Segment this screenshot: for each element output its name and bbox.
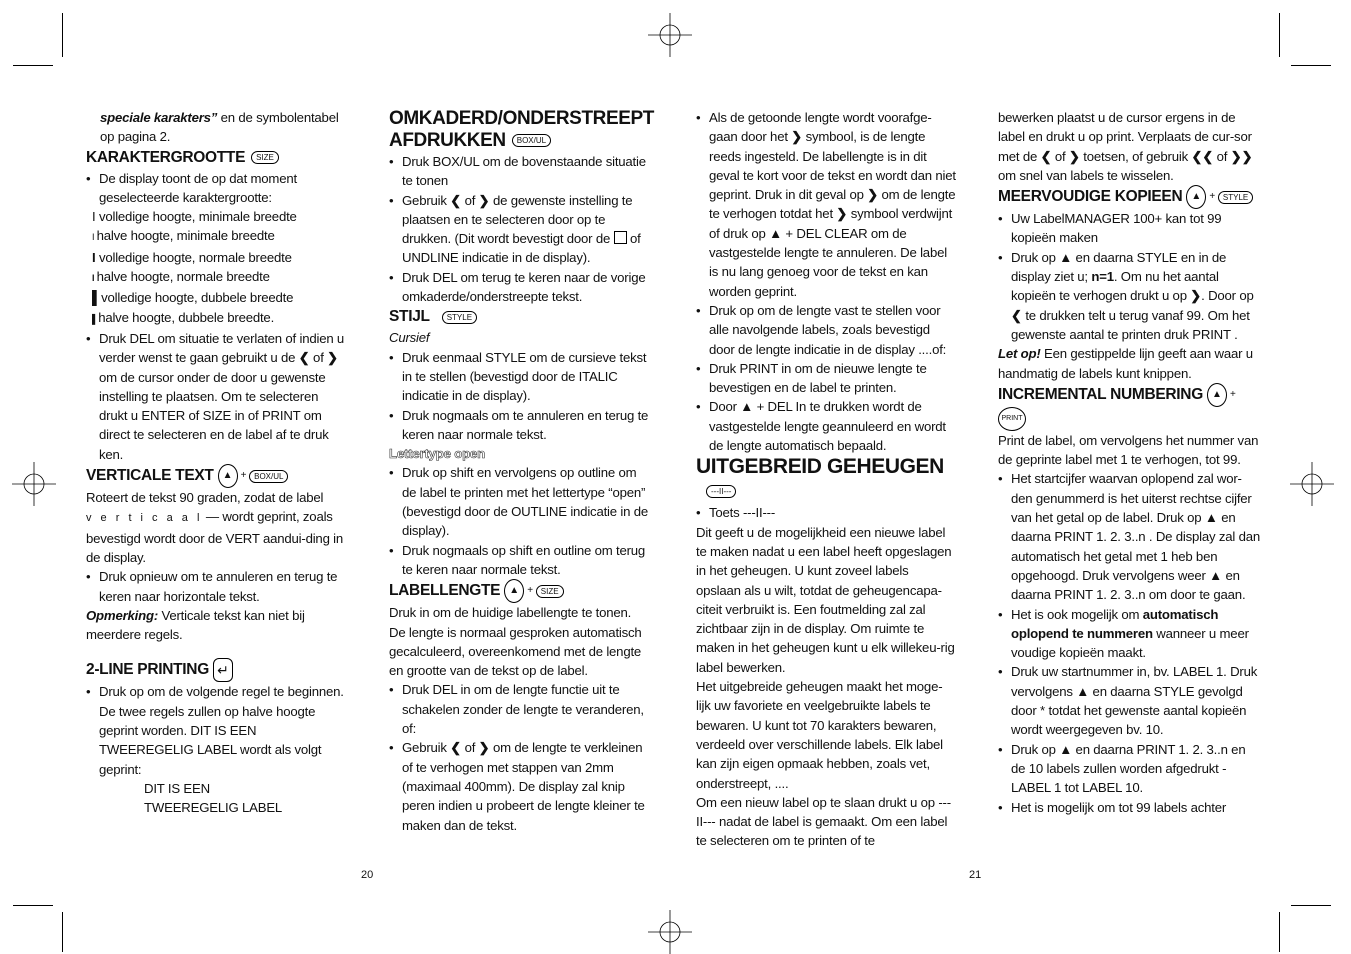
- text: symbool, is de lengte reeds ingesteld. De labellengte is in dit geval te kort voor de tekst en wordt dan niet geprint. Druk in dit geval op: [709, 129, 956, 203]
- list-item: • De display toont de op dat moment geselecteerde karaktergrootte:: [86, 169, 346, 208]
- shift-key-icon: ▲: [504, 579, 524, 603]
- size-key-icon: SIZE: [536, 585, 564, 598]
- incremental-p1: Print de label, om vervolgens het nummer van de geprinte label met 1 te verhogen, tot 99.: [998, 432, 1259, 468]
- intro-bold: speciale karakters”: [100, 110, 218, 125]
- kopieen-heading: [998, 185, 1260, 209]
- note-text: Verticale tekst kan niet bij meerdere regels.: [86, 607, 305, 643]
- column-4: [998, 108, 1260, 817]
- text: of: [461, 740, 479, 756]
- list-item: • Druk eenmaal STYLE om de cursieve tekst in te stellen (bevestigd door de ITALIC indicatie in de display).: [389, 348, 651, 406]
- list-item: • Druk uw startnummer in, bv. LABEL 1. Druk vervolgens ▲ en daarna STYLE gevolgd door * totdat het gewenste aantal kopieën wordt weergegeven bv. 10.: [998, 662, 1260, 739]
- labellengte-list: [389, 680, 651, 834]
- column-3: [696, 108, 956, 851]
- geheugen-list: [696, 503, 956, 522]
- lettertype-subheading: Lettertype open: [389, 446, 485, 462]
- list-item: • Uw LabelMANAGER 100+ kan tot 99 kopieën maken: [998, 209, 1260, 248]
- kopieen-note: [998, 344, 1260, 383]
- text: Gebruik: [402, 192, 451, 208]
- size-option: [92, 288, 346, 307]
- omkaderd-heading-2: [389, 130, 651, 152]
- text: of UNDLINE indicatie in de display).: [402, 231, 641, 266]
- crop-mark: [1291, 65, 1331, 66]
- text: om de lengte te verkleinen of te verhogen met stappen van 2mm (maximaal 400mm). De display zal knip peren indien u probeert de lengte kleiner te maken dan de tekst.: [402, 740, 645, 833]
- page-number-left: 20: [361, 869, 374, 881]
- crop-mark: [62, 13, 63, 57]
- text: . Om nu het aantal kopieën te verhogen drukt u op: [1011, 269, 1219, 304]
- omkaderd-title: AFDRUKKEN: [389, 130, 506, 151]
- chevron-left-icon: ❮: [1040, 148, 1052, 164]
- col4-intro: [998, 108, 1260, 185]
- list-item: [998, 248, 1260, 344]
- chevron-right-icon: ❯: [1068, 148, 1080, 164]
- list-item: • Druk op om de lengte vast te stellen voor alle navolgende labels, zoals bevestigd door de lengte indicatie in de display ....of:: [696, 301, 956, 359]
- verticale-list: [86, 567, 346, 606]
- incremental-heading: [998, 383, 1260, 431]
- plus-sign: +: [240, 470, 247, 482]
- size-option-text: halve hoogte, normale breedte: [96, 269, 270, 285]
- geheugen-heading: [696, 455, 956, 503]
- page-number-right: 21: [969, 869, 982, 881]
- text: wordt geprint, zoals bevestigd wordt door de VERT aandui-ding in de display.: [86, 509, 344, 565]
- verticale-p1: Roteert de tekst 90 graden, zodat de label: [86, 490, 324, 506]
- chevron-right-icon: ❯: [478, 192, 490, 208]
- size-option-text: volledige hoogte, minimale breedte: [98, 209, 297, 225]
- size-glyph-icon: ▌: [92, 313, 99, 324]
- text: of: [309, 350, 328, 366]
- list-item: • Druk op ▲ en daarna PRINT 1. 2. 3..n en de 10 labels zullen worden afgedrukt - LABEL 1 tot LABEL 10.: [998, 740, 1260, 798]
- lengte-list: [696, 108, 956, 455]
- size-option-text: volledige hoogte, dubbele breedte: [101, 290, 294, 306]
- style-key-icon: STYLE: [442, 311, 477, 324]
- geheugen-p3: Om een nieuw label op te slaan drukt u op ---II--- nadat de label is gemaakt. Om een label te selecteren om te printen of te: [696, 794, 951, 849]
- boxul-key-icon: BOX/UL: [249, 470, 288, 483]
- list-item: • Druk PRINT in om de nieuwe lengte te bevestigen en de label te printen.: [696, 359, 956, 398]
- list-item: [389, 191, 651, 268]
- chevron-left-icon: ❮: [450, 740, 462, 756]
- text-bold: automatisch oplopend te nummeren: [1011, 606, 1219, 641]
- size-key-icon: SIZE: [251, 151, 279, 164]
- size-option: [92, 226, 346, 247]
- size-option: [92, 248, 346, 267]
- column-1: [86, 108, 346, 818]
- karaktergrootte-title: KARAKTERGROOTTE: [86, 148, 246, 166]
- size-glyph-icon: I: [92, 232, 97, 243]
- vertical-text-sample: v e r t i c a a l: [86, 512, 203, 525]
- size-glyph-icon: ▌: [92, 290, 102, 306]
- list-item: [389, 738, 651, 834]
- stijl-heading: [389, 306, 651, 328]
- crop-mark: [62, 912, 63, 952]
- chevron-right-icon: ❯: [478, 740, 490, 756]
- chevron-right-icon: ❯: [867, 187, 879, 203]
- verticale-p2: [86, 507, 346, 567]
- chevron-left-icon: ❮: [298, 350, 310, 366]
- text: Het is ook mogelijk om: [1011, 606, 1143, 622]
- double-chevron-right-icon: ❯❯: [1230, 148, 1253, 164]
- size-option: [92, 308, 346, 329]
- text: . Door op: [1201, 288, 1254, 304]
- text: de gewenste instelling te plaatsen en te selecteren door op te drukken. (Dit wordt bevestigt door de: [402, 192, 633, 247]
- verticale-title: VERTICALE TEXT: [86, 467, 214, 485]
- size-option-text: halve hoogte, dubbele breedte.: [98, 309, 275, 325]
- cursief-subheading: Cursief: [389, 330, 430, 346]
- twoline-list: [86, 682, 346, 778]
- incremental-title: INCREMENTAL NUMBERING: [998, 385, 1203, 403]
- list-item: [998, 605, 1260, 663]
- size-glyph-icon: I: [92, 273, 97, 284]
- text: of: [1051, 148, 1069, 164]
- kopieen-title: MEERVOUDIGE KOPIEEN: [998, 188, 1183, 206]
- geheugen-p2: Het uitgebreide geheugen maakt het moge-lijk uw favoriete en veelgebruikte labels te bewaren. U kunt tot 70 karakters bewaren, verdeeld over verschillende labels. Elk label kan zijn eigen opmaak hebben, zoals vet, onderstreept, ....: [696, 679, 943, 791]
- example-line: TWEEREGELIG LABEL: [144, 800, 283, 816]
- list-item: • Druk opnieuw om te annuleren en terug te keren naar horizontale tekst.: [86, 567, 346, 606]
- plus-sign: +: [527, 585, 533, 597]
- verticale-heading: [86, 464, 346, 488]
- list-item: [86, 329, 346, 464]
- list-item: • Druk nogmaals om te annuleren en terug te keren naar normale tekst.: [389, 406, 651, 445]
- labellengte-p1: Druk in om de huidige labellengte te tonen. De lengte is normaal gesproken automatisch gecalculeerd, overeenkomend met de lengte en grootte van de tekst op de label.: [389, 605, 642, 679]
- registration-mark-bottom: [648, 910, 692, 954]
- text: toetsen, of gebruik: [1079, 148, 1192, 164]
- chevron-right-icon: ❯: [836, 206, 848, 222]
- list-item: [696, 108, 956, 301]
- list-item: • Druk DEL in om de lengte functie uit te schakelen zonder de lengte te veranderen, of:: [389, 680, 651, 738]
- note-label: Opmerking:: [86, 607, 159, 623]
- text: Druk DEL om situatie te verlaten of indien u verder wenst te gaan gebruikt u de: [99, 330, 345, 366]
- plus-sign: +: [1209, 191, 1215, 203]
- incremental-list: [998, 469, 1260, 816]
- list-item: • Druk nogmaals op shift en outline om terug te keren naar normale tekst.: [389, 541, 651, 580]
- note-label: Let op!: [998, 346, 1041, 362]
- boxul-key-icon: BOX/UL: [512, 134, 551, 147]
- text: om de cursor onder de door u gewenste instelling te plaatsen. Om te selecteren drukt u ENTER of SIZE in of PRINT om direct te selecteren en de label af te druk ken.: [99, 369, 329, 462]
- column-2: [389, 108, 655, 835]
- list-item: • Druk DEL om terug te keren naar de vorige omkaderde/onderstreepte tekst.: [389, 268, 651, 307]
- text: of: [461, 192, 479, 208]
- omkaderd-heading: OMKADERD/ONDERSTREEPT: [389, 108, 655, 129]
- registration-mark-top: [648, 13, 692, 57]
- size-glyph-icon: I: [92, 209, 99, 225]
- note-text: Een gestippelde lijn geeft aan waar u handmatig de labels kunt knippen.: [998, 346, 1253, 381]
- double-chevron-left-icon: ❮❮: [1191, 148, 1214, 164]
- crop-mark: [1279, 13, 1280, 57]
- crop-mark: [1279, 912, 1280, 952]
- text: om snel van labels te wisselen.: [998, 167, 1174, 183]
- geheugen-title: UITGEBREID GEHEUGEN: [696, 455, 944, 479]
- labellengte-heading: [389, 579, 651, 603]
- print-key-icon: PRINT: [998, 407, 1026, 431]
- stijl-list: [389, 348, 651, 444]
- list-item: • Druk op om de volgende regel te beginnen. De twee regels zullen op halve hoogte geprint worden. DIT IS EEN TWEEREGELIG LABEL wordt als volgt geprint:: [86, 682, 346, 778]
- karaktergrootte-heading: [86, 147, 346, 169]
- crop-mark: [1291, 905, 1331, 906]
- omkaderd-list: [389, 152, 651, 306]
- labellengte-title: LABELLENGTE: [389, 582, 501, 600]
- text: bewerken plaatst u de cursor ergens in de label en drukt u op print. Verplaats de cur-sor met de: [998, 110, 1252, 164]
- text: Als de getoonde lengte wordt voorafge-gaan door het: [709, 110, 932, 145]
- size-option-text: volledige hoogte, normale breedte: [98, 249, 292, 265]
- size-option: [92, 207, 346, 226]
- size-option-text: halve hoogte, minimale breedte: [96, 228, 275, 244]
- text: wanneer u meer voudige kopieën maakt.: [1011, 625, 1249, 661]
- karaktergrootte-list: [86, 169, 346, 208]
- verticale-note: [86, 606, 346, 645]
- text: Gebruik: [402, 740, 451, 756]
- karaktergrootte-list-2: [86, 329, 346, 464]
- dash: —: [205, 509, 219, 525]
- chevron-left-icon: ❮: [450, 192, 462, 208]
- list-item: • Het startcijfer waarvan oplopend zal wor-den genummerd is het uiterst rechtse cijfer van het getal op de label. Druk op ▲ en daarna PRINT 1. 2. 3..n . De display zal dan automatisch het getal met 1 heb ben opgehoogd. Druk vervolgens weer ▲ en daarna PRINT 1. 2. 3..n om door te gaan.: [998, 469, 1260, 604]
- text-bold: n=1: [1091, 269, 1114, 285]
- example-line: DIT IS EEN: [144, 780, 210, 796]
- intro-text: [86, 108, 346, 147]
- chevron-right-icon: ❯: [791, 129, 803, 145]
- chevron-right-icon: ❯: [1190, 288, 1202, 304]
- kopieen-list: [998, 209, 1260, 344]
- text: om de lengte te verhogen totdat het: [709, 187, 956, 222]
- shift-key-icon: ▲: [1186, 185, 1206, 209]
- size-options: [86, 207, 346, 329]
- list-item: • Toets ---II---: [696, 503, 956, 522]
- text: te drukken telt u terug vanaf 99. Om het gewenste aantal te printen druk PRINT .: [1011, 307, 1250, 342]
- plus-sign: +: [1229, 388, 1236, 400]
- shift-key-icon: ▲: [1207, 383, 1227, 407]
- chevron-right-icon: ❯: [327, 350, 338, 366]
- geheugen-p1: Dit geeft u de mogelijkheid een nieuwe label te maken nadat u een label heeft opgeslagen in het geheugen. U kunt zoveel labels opslaan als u wilt, totdat de geheugencapa-citeit verbruikt is. Een foutmelding zal zal zichtbaar zijn in de display. Om ruimte te maken in het geheugen kunt u elk willekeu-rig label bewerken.: [696, 524, 955, 675]
- text: symbool verdwijnt of druk op ▲ + DEL CLEAR om de vastgestelde lengte te annuleren. De label is nu lang genoeg voor de tekst en kan worden geprint.: [709, 206, 953, 299]
- registration-mark-right: [1290, 462, 1334, 506]
- list-item: • Druk BOX/UL om de bovenstaande situatie te tonen: [389, 152, 651, 191]
- style-key-icon: STYLE: [1218, 191, 1253, 204]
- crop-mark: [13, 905, 53, 906]
- list-item: • Het is mogelijk om tot 99 labels achter: [998, 798, 1260, 817]
- text: Druk op ▲ en daarna STYLE en in de display ziet u;: [1011, 249, 1227, 285]
- size-glyph-icon: I: [92, 249, 99, 265]
- crop-mark: [13, 65, 53, 66]
- size-option: [92, 267, 346, 288]
- list-item: • Door ▲ + DEL In te drukken wordt de vastgestelde lengte geannuleerd en wordt de lengte automatisch bepaald.: [696, 397, 956, 455]
- twoline-heading: [86, 658, 346, 682]
- twoline-title: 2-LINE PRINTING: [86, 661, 209, 679]
- stijl-title: STIJL: [389, 308, 430, 326]
- stijl-list-2: [389, 463, 651, 579]
- memory-key-icon: ---II---: [706, 485, 736, 498]
- intro-rest: en de symbolentabel op pagina 2.: [100, 110, 339, 145]
- shift-key-icon: ▲: [218, 464, 238, 488]
- text: of: [1213, 148, 1231, 164]
- box-icon: [614, 231, 627, 244]
- chevron-left-icon: ❮: [1011, 307, 1022, 323]
- registration-mark-left: [12, 462, 56, 506]
- list-item: • Druk op shift en vervolgens op outline om de label te printen met het lettertype “open” (bevestigd door de OUTLINE indicatie in de display).: [389, 463, 651, 540]
- enter-key-icon: ↵: [213, 658, 233, 682]
